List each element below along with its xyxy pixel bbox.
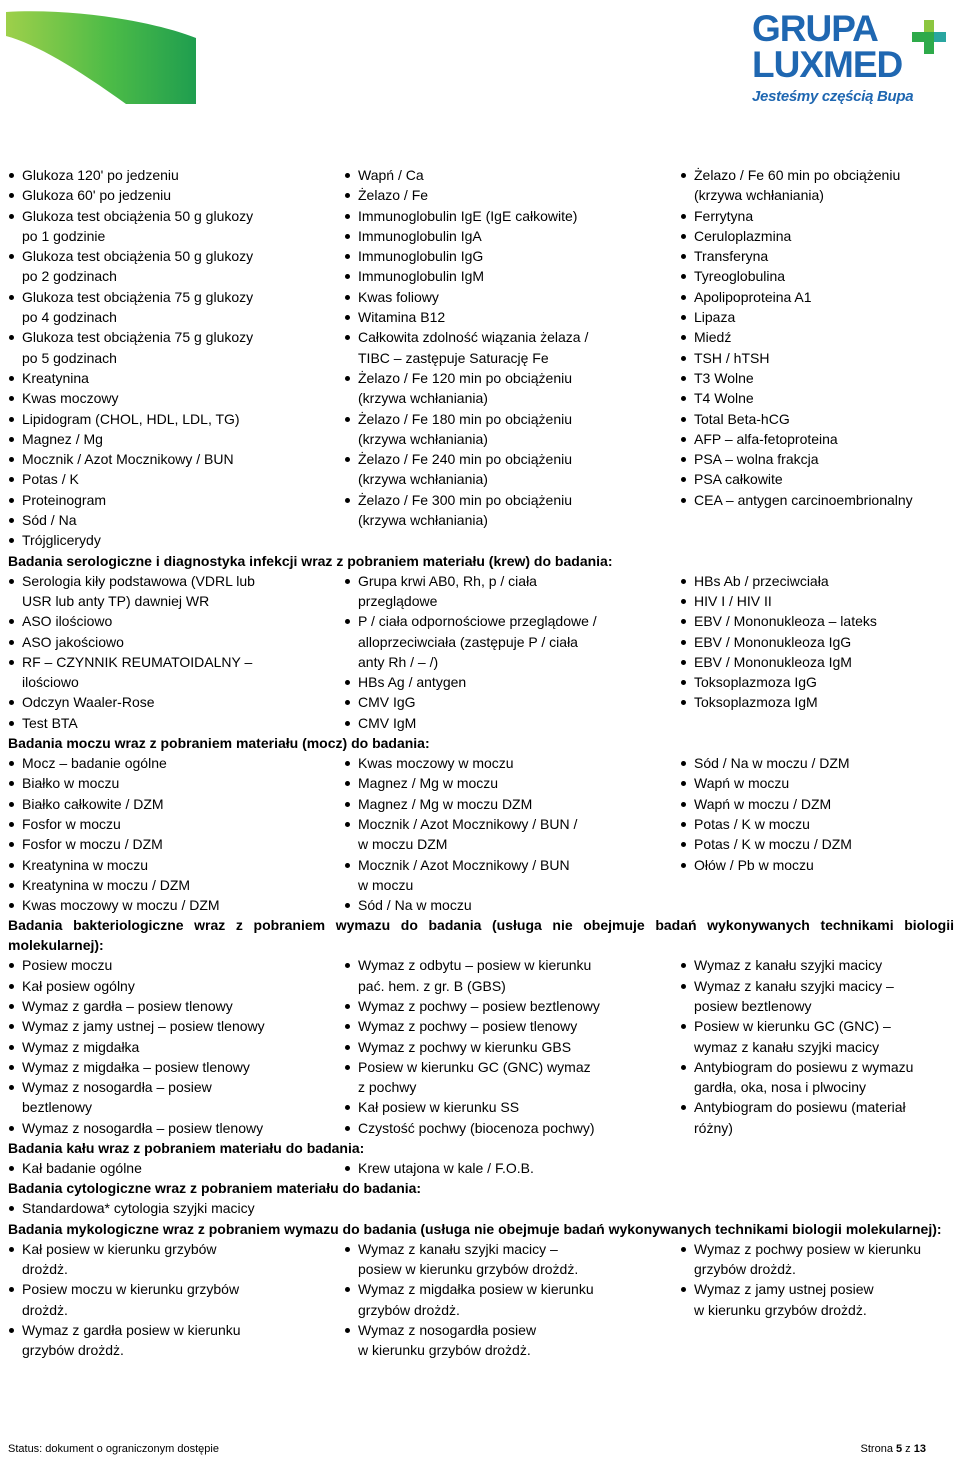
list-item-text: Wymaz z nosogardła posiew w kierunku grzybów drożdż. (358, 1321, 537, 1359)
list-item-text: Wymaz z pochwy posiew w kierunku grzybów drożdż. (694, 1240, 922, 1277)
list-item-text: P / ciała odpornościowe przeglądowe / alloprzeciwciała (zastępuje P / ciała anty Rh / – /) (358, 613, 597, 670)
section-title: Badania kału wraz z pobraniem materiału do badania: (8, 1140, 365, 1157)
page-total: 13 (913, 1443, 926, 1455)
list-item-text: Glukoza test obciążenia 75 g glukozy po 4 godzinach (22, 288, 254, 326)
list-item (680, 611, 954, 631)
list-item (680, 855, 954, 875)
list-item-text: Magnez / Mg w moczu DZM (358, 795, 533, 812)
section-columns (8, 165, 954, 551)
list-item-text: Kał badanie ogólne (22, 1160, 142, 1177)
list-item-text: Ceruloplazmina (694, 227, 792, 244)
list-item-text: Wymaz z kanału szyjki macicy – posiew beztlenowy (694, 977, 894, 1014)
list-item (680, 1239, 954, 1280)
list-item-text: Żelazo / Fe 60 min po obciążeniu (krzywa wchłaniania) (694, 167, 901, 204)
list-item (8, 834, 344, 854)
list-item-text: Mocz – badanie ogólne (22, 755, 167, 772)
page-label: Strona (860, 1443, 896, 1455)
list-item-text: Wapń w moczu (694, 775, 790, 792)
list-item (680, 794, 954, 814)
page-number (861, 1442, 926, 1456)
list-item-text: Lipidogram (CHOL, HDL, LDL, TG) (22, 410, 240, 427)
list-item-text: Wymaz z pochwy – posiew beztlenowy (358, 997, 600, 1014)
list-item-text: Immunoglobulin IgA (358, 227, 482, 244)
test-list-column (680, 165, 954, 551)
list-item-text: Magnez / Mg (22, 430, 103, 447)
list-item-text: HBs Ab / przeciwciała (694, 572, 829, 589)
list-item-text: Sód / Na w moczu / DZM (694, 755, 850, 772)
list-item (344, 185, 680, 205)
luxmed-logo (748, 6, 958, 110)
test-list-column (344, 165, 680, 551)
test-list-column (680, 1158, 954, 1178)
test-list-column (344, 571, 680, 733)
list-item-text: Miedź (694, 329, 732, 346)
list-item (344, 226, 680, 246)
list-item-text: Wymaz z nosogardła – posiew tlenowy (22, 1119, 264, 1136)
list-item (344, 1057, 680, 1098)
list-item (680, 388, 954, 408)
list-item (8, 165, 344, 185)
list-item (8, 1320, 344, 1361)
list-item (8, 185, 344, 205)
list-item (8, 713, 344, 733)
list-item (8, 571, 344, 612)
list-item (680, 469, 954, 489)
list-item (344, 1016, 680, 1036)
list-item-text: Serologia kiły podstawowa (VDRL lub USR lub anty TP) dawniej WR (22, 572, 255, 609)
test-list-column (8, 955, 344, 1138)
list-item (344, 409, 680, 450)
list-item (680, 1279, 954, 1320)
list-item (344, 307, 680, 327)
list-item (680, 814, 954, 834)
list-item (344, 1158, 680, 1178)
list-item-text: Żelazo / Fe (358, 187, 429, 204)
list-item-text: Kwas moczowy (22, 390, 119, 407)
list-item (680, 409, 954, 429)
list-item (8, 327, 344, 368)
list-item (8, 449, 344, 469)
list-item (344, 794, 680, 814)
list-item (680, 429, 954, 449)
list-item (8, 773, 344, 793)
list-item (344, 571, 680, 612)
list-item (8, 1057, 344, 1077)
list-item-text: Wapń / Ca (358, 167, 424, 183)
list-item (344, 855, 680, 896)
list-item-text: Wymaz z migdałka (22, 1038, 140, 1055)
logo-line-1: GRUPA (752, 8, 878, 49)
test-list-column (680, 1239, 954, 1361)
list-item-text: Kreatynina w moczu (22, 856, 149, 873)
list-item-text: Żelazo / Fe 120 min po obciążeniu (krzywa wchłaniania) (358, 369, 573, 407)
list-item-text: CMV IgG (358, 694, 416, 711)
list-item (680, 206, 954, 226)
page-separator: z (902, 1443, 914, 1455)
list-item (344, 1097, 680, 1117)
list-item (680, 672, 954, 692)
list-item (344, 327, 680, 368)
list-item (680, 753, 954, 773)
list-item (8, 469, 344, 489)
list-item (8, 1198, 344, 1218)
list-item (8, 530, 344, 550)
logo-line-2: LUXMED (752, 44, 903, 85)
list-item (344, 266, 680, 286)
list-item (680, 652, 954, 672)
list-item (680, 976, 954, 1017)
list-item (344, 996, 680, 1016)
list-item-text: Wymaz z migdałka posiew w kierunku grzybów drożdż. (358, 1281, 594, 1318)
section-title: Badania moczu wraz z pobraniem materiału (mocz) do badania: (8, 735, 430, 752)
section-4 (8, 1138, 954, 1178)
list-item (344, 814, 680, 855)
list-item (680, 449, 954, 469)
list-item-text: Magnez / Mg w moczu (358, 775, 499, 792)
test-list-column (344, 1198, 680, 1218)
list-item-text: Żelazo / Fe 180 min po obciążeniu (krzywa wchłaniania) (358, 410, 573, 447)
section-title: Badania cytologiczne wraz z pobraniem materiału do badania: (8, 1180, 422, 1197)
list-item (8, 753, 344, 773)
list-item-text: Białko całkowite / DZM (22, 795, 164, 812)
list-item-text: Transferyna (694, 248, 769, 265)
list-item (680, 632, 954, 652)
list-item (680, 955, 954, 975)
list-item-text: Kreatynina (22, 369, 89, 386)
list-item (344, 895, 680, 915)
list-item-text: Toksoplazmoza IgM (694, 694, 818, 711)
list-item (344, 206, 680, 226)
list-item (680, 226, 954, 246)
test-list-column (344, 1239, 680, 1361)
list-item-text: Czystość pochwy (biocenoza pochwy) (358, 1119, 595, 1136)
list-item (8, 814, 344, 834)
list-item (344, 1279, 680, 1320)
list-item-text: Wymaz z migdałka – posiew tlenowy (22, 1058, 250, 1075)
list-item (8, 1016, 344, 1036)
list-item-text: CMV IgM (358, 714, 417, 731)
list-item-text: Całkowita zdolność wiązania żelaza / TIBC – zastępuje Saturację Fe (358, 329, 589, 366)
section-2 (8, 733, 954, 915)
list-item (344, 713, 680, 733)
list-item (8, 895, 344, 915)
test-list-column (680, 753, 954, 915)
list-item (344, 1118, 680, 1138)
list-item (344, 1320, 680, 1361)
document-status: Status: dokument o ograniczonym dostępie (8, 1443, 219, 1455)
list-item (344, 611, 680, 672)
test-list-column (344, 955, 680, 1138)
test-list-column (344, 753, 680, 915)
list-item-text: Kwas moczowy w moczu / DZM (22, 897, 220, 914)
list-item-text: Wymaz z pochwy w kierunku GBS (358, 1038, 572, 1055)
list-item (8, 1077, 344, 1118)
list-item (680, 348, 954, 368)
list-item-text: Wymaz z pochwy – posiew tlenowy (358, 1018, 578, 1035)
list-item (344, 1037, 680, 1057)
cross-logo-icon (748, 6, 958, 86)
list-item (680, 1057, 954, 1098)
list-item-text: Kreatynina w moczu / DZM (22, 876, 191, 893)
list-item-text: Wymaz z nosogardła – posiew beztlenowy (22, 1079, 212, 1116)
list-item-text: Glukoza test obciążenia 50 g glukozy po 2 godzinach (22, 248, 254, 285)
list-item (680, 591, 954, 611)
list-item-text: Wymaz z jamy ustnej – posiew tlenowy (22, 1018, 265, 1035)
list-item-text: ASO ilościowo (22, 613, 113, 630)
test-list-column (8, 571, 344, 733)
list-item-text: Sód / Na w moczu (358, 897, 472, 914)
list-item-text: Mocznik / Azot Mocznikowy / BUN w moczu (358, 856, 570, 893)
section-5 (8, 1178, 954, 1218)
list-item-text: TSH / hTSH (694, 349, 770, 366)
list-item (8, 510, 344, 530)
list-item-text: Witamina B12 (358, 309, 446, 326)
list-item-text: T4 Wolne (694, 390, 754, 407)
list-item-text: HIV I / HIV II (694, 592, 772, 609)
list-item-text: Mocznik / Azot Mocznikowy / BUN / w moczu DZM (358, 815, 578, 853)
list-item-text: Żelazo / Fe 240 min po obciążeniu (krzywa wchłaniania) (358, 451, 573, 488)
list-item (8, 490, 344, 510)
list-item (8, 1037, 344, 1057)
list-item (8, 206, 344, 247)
page-header (0, 0, 960, 120)
section-columns (8, 753, 954, 915)
list-item (8, 855, 344, 875)
list-item-text: PSA całkowite (694, 471, 783, 488)
list-item-text: EBV / Mononukleoza IgM (694, 653, 852, 670)
list-item-text: Toksoplazmoza IgG (694, 674, 817, 691)
section-6 (8, 1219, 954, 1361)
section-title: Badania bakteriologiczne wraz z pobraniem wymazu do badania (usługa nie obejmuje badań wykonywanych technikami biologii molekularnej): (8, 917, 954, 954)
list-item-text: Krew utajona w kale / F.O.B. (358, 1160, 534, 1177)
list-item-text: Trójglicerydy (22, 532, 101, 549)
list-item-text: Posiew w kierunku GC (GNC) – wymaz z kanału szyjki macicy (694, 1018, 891, 1055)
list-item (680, 1097, 954, 1138)
list-item (8, 976, 344, 996)
list-item-text: Wymaz z kanału szyjki macicy (694, 957, 883, 974)
list-item-text: Test BTA (22, 714, 78, 731)
list-item (344, 672, 680, 692)
test-list-column (8, 1198, 344, 1218)
list-item (680, 287, 954, 307)
list-item-text: Kał posiew w kierunku SS (358, 1099, 520, 1116)
list-item (8, 1279, 344, 1320)
list-item (680, 571, 954, 591)
list-item-text: Glukoza 60' po jedzeniu (22, 187, 171, 204)
list-item (680, 692, 954, 712)
list-item-text: Antybiogram do posiewu z wymazu gardła, oka, nosa i plwociny (694, 1058, 914, 1096)
list-item-text: Posiew w kierunku GC (GNC) wymaz z pochwy (358, 1058, 591, 1096)
list-item (680, 246, 954, 266)
list-item-text: Białko w moczu (22, 775, 120, 792)
list-item-text: Wymaz z odbytu – posiew w kierunku pać. hem. z gr. B (GBS) (358, 957, 592, 994)
list-item-text: Immunoglobulin IgM (358, 268, 485, 285)
list-item (8, 388, 344, 408)
list-item (680, 307, 954, 327)
list-item-text: Ołów / Pb w moczu (694, 856, 814, 873)
list-item-text: RF – CZYNNIK REUMATOIDALNY – ilościowo (22, 653, 253, 691)
list-item (680, 368, 954, 388)
list-item (8, 368, 344, 388)
list-item-text: Wymaz z jamy ustnej posiew w kierunku grzybów drożdż. (694, 1281, 874, 1318)
test-list-column (344, 1158, 680, 1178)
list-item-text: Immunoglobulin IgG (358, 248, 484, 265)
list-item (680, 327, 954, 347)
list-item (8, 1239, 344, 1280)
list-item-text: Posiew moczu (22, 957, 113, 974)
test-list-column (680, 1198, 954, 1218)
list-item (680, 773, 954, 793)
list-item-text: Lipaza (694, 309, 736, 326)
list-item-text: Kał posiew w kierunku grzybów drożdż. (22, 1240, 217, 1277)
list-item-text: Apolipoproteina A1 (694, 288, 812, 305)
list-item-text: Kwas foliowy (358, 288, 439, 305)
list-item-text: Wymaz z gardła posiew w kierunku grzybów drożdż. (22, 1321, 241, 1359)
list-item (344, 753, 680, 773)
list-item (8, 955, 344, 975)
list-item (344, 165, 680, 185)
list-item-text: Glukoza test obciążenia 75 g glukozy po 5 godzinach (22, 329, 254, 366)
list-item-text: Kał posiew ogólny (22, 977, 135, 994)
list-item-text: Tyreoglobulina (694, 268, 786, 285)
list-item-text: Grupa krwi AB0, Rh, p / ciała przeglądowe (358, 572, 537, 609)
list-item-text: ASO jakościowo (22, 633, 124, 650)
document-body (8, 165, 954, 1360)
list-item-text: Potas / K w moczu / DZM (694, 836, 852, 853)
section-columns (8, 1198, 954, 1218)
list-item (344, 490, 680, 531)
list-item-text: Ferrytyna (694, 207, 754, 224)
list-item-text: Wymaz z gardła – posiew tlenowy (22, 997, 233, 1014)
list-item-text: AFP – alfa-fetoproteina (694, 430, 838, 447)
list-item-text: Żelazo / Fe 300 min po obciążeniu (krzywa wchłaniania) (358, 491, 573, 529)
list-item (344, 1239, 680, 1280)
list-item-text: Standardowa* cytologia szyjki macicy (22, 1200, 255, 1217)
list-item (344, 449, 680, 490)
page-current: 5 (896, 1443, 903, 1455)
list-item (8, 287, 344, 328)
section-0 (8, 165, 954, 551)
list-item (344, 773, 680, 793)
section-3 (8, 915, 954, 1138)
test-list-column (8, 1239, 344, 1361)
list-item-text: Mocznik / Azot Mocznikowy / BUN (22, 451, 234, 468)
list-item (680, 490, 954, 510)
section-title: Badania serologiczne i diagnostyka infekcji wraz z pobraniem materiału (krew) do badania: (8, 552, 613, 569)
list-item-text: Odczyn Waaler-Rose (22, 694, 155, 711)
list-item (680, 1016, 954, 1057)
list-item-text: PSA – wolna frakcja (694, 451, 819, 468)
list-item (8, 692, 344, 712)
list-item (344, 955, 680, 996)
list-item (8, 429, 344, 449)
test-list-column (8, 165, 344, 551)
list-item-text: T3 Wolne (694, 369, 754, 386)
list-item (680, 266, 954, 286)
list-item-text: Fosfor w moczu (22, 815, 121, 832)
list-item (680, 165, 954, 206)
section-columns (8, 955, 954, 1138)
list-item (344, 246, 680, 266)
list-item-text: Wymaz z kanału szyjki macicy – posiew w kierunku grzybów drożdż. (358, 1240, 579, 1277)
list-item-text: Fosfor w moczu / DZM (22, 836, 163, 853)
list-item (8, 794, 344, 814)
test-list-column (680, 571, 954, 733)
green-swoosh-icon (6, 8, 198, 104)
list-item-text: Potas / K (22, 471, 79, 488)
list-item-text: Sód / Na (22, 512, 77, 529)
list-item (8, 996, 344, 1016)
test-list-column (8, 753, 344, 915)
list-item-text: Proteinogram (22, 491, 107, 508)
list-item-text: Immunoglobulin IgE (IgE całkowite) (358, 207, 578, 224)
list-item (8, 875, 344, 895)
list-item-text: EBV / Mononukleoza IgG (694, 633, 852, 650)
list-item-text: HBs Ag / antygen (358, 674, 467, 691)
list-item-text: Glukoza 120' po jedzeniu (22, 167, 179, 183)
list-item (344, 368, 680, 409)
section-columns (8, 1158, 954, 1178)
list-item-text: Antybiogram do posiewu (materiał różny) (694, 1099, 906, 1136)
list-item (344, 287, 680, 307)
list-item (8, 632, 344, 652)
list-item-text: Potas / K w moczu (694, 815, 810, 832)
section-title: Badania mykologiczne wraz z pobraniem wymazu do badania (usługa nie obejmuje badań wykonywanych technikami biologii molekularnej): (8, 1220, 942, 1237)
list-item-text: Glukoza test obciążenia 50 g glukozy po 1 godzinie (22, 207, 254, 244)
section-columns (8, 1239, 954, 1361)
list-item (8, 611, 344, 631)
list-item (680, 834, 954, 854)
list-item (8, 1158, 344, 1178)
section-columns (8, 571, 954, 733)
logo-tagline: Jesteśmy częścią Bupa (752, 88, 914, 105)
list-item (8, 1118, 344, 1138)
list-item (8, 652, 344, 693)
list-item (8, 409, 344, 429)
list-item-text: Posiew moczu w kierunku grzybów drożdż. (22, 1281, 240, 1318)
section-1 (8, 551, 954, 733)
list-item-text: Kwas moczowy w moczu (358, 755, 514, 772)
list-item (344, 692, 680, 712)
list-item-text: EBV / Mononukleoza – lateks (694, 613, 877, 630)
test-list-column (680, 955, 954, 1138)
list-item-text: Wapń w moczu / DZM (694, 795, 832, 812)
list-item-text: CEA – antygen carcinoembrionalny (694, 491, 913, 508)
list-item (8, 246, 344, 287)
test-list-column (8, 1158, 344, 1178)
list-item-text: Total Beta-hCG (694, 410, 790, 427)
